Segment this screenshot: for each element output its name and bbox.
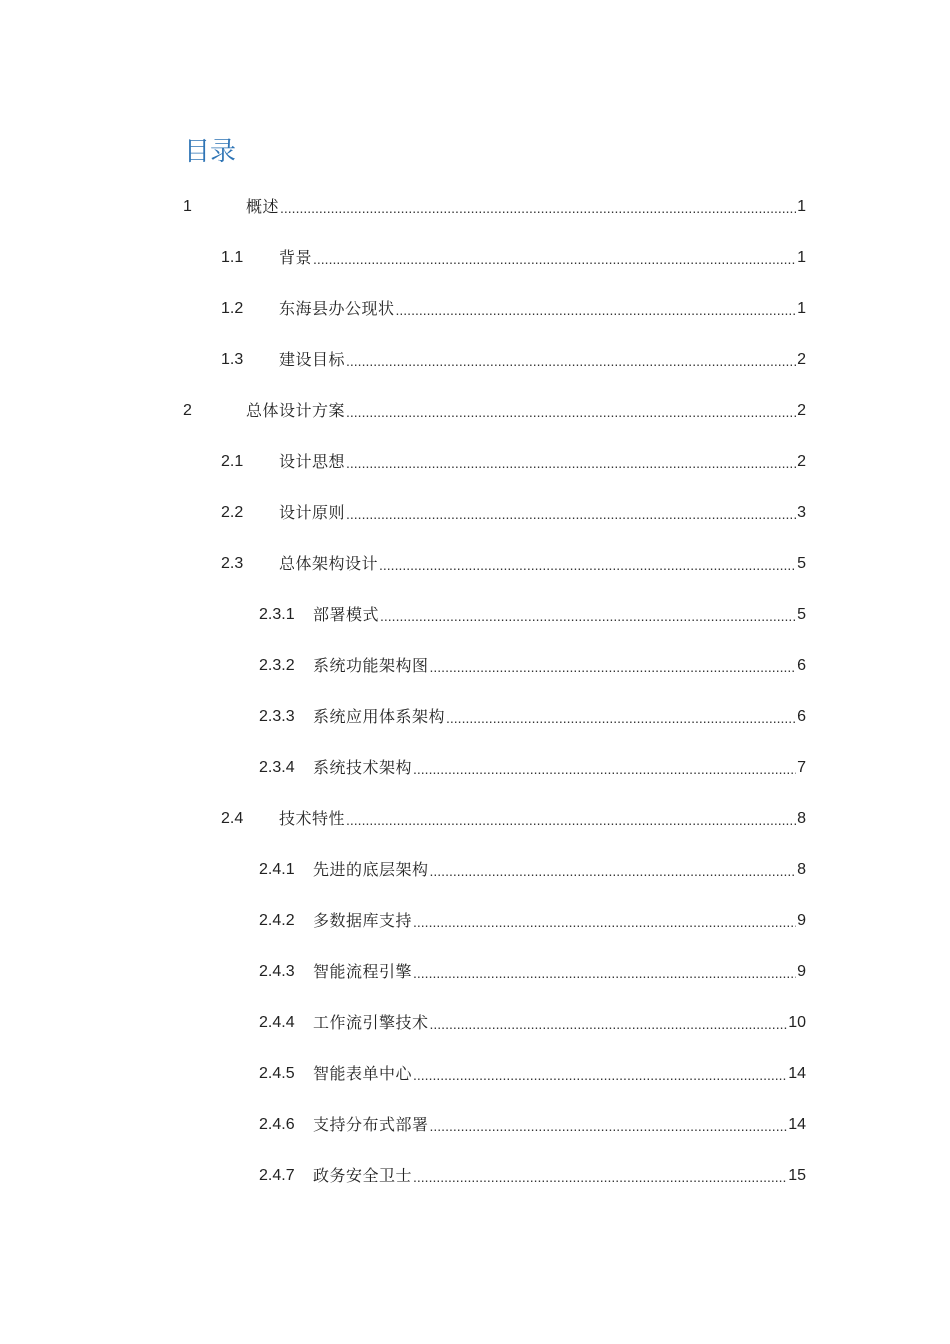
toc-entry-line — [279, 553, 806, 575]
toc-dot-leader — [413, 912, 796, 932]
toc-entry-number: 2.4 — [221, 810, 244, 827]
toc-entry-line — [279, 247, 806, 269]
toc-entry-text: 智能流程引擎 — [313, 962, 413, 981]
toc-entry-line — [313, 1063, 806, 1085]
toc-list — [0, 190, 950, 1210]
toc-entry-line — [313, 604, 806, 626]
toc-entry[interactable] — [0, 343, 950, 394]
toc-entry-text: 技术特性 — [279, 809, 346, 828]
toc-dot-leader — [430, 1014, 788, 1034]
toc-entry-page-number: 14 — [788, 1065, 806, 1082]
toc-entry-line — [313, 1165, 806, 1187]
toc-dot-leader — [430, 657, 797, 677]
toc-entry-line — [313, 706, 806, 728]
toc-entry-page-number: 2 — [797, 402, 806, 419]
toc-dot-leader — [380, 606, 796, 626]
toc-entry-page-number: 1 — [797, 198, 806, 215]
toc-entry-page-number: 1 — [797, 249, 806, 266]
toc-entry-number: 1.1 — [221, 249, 244, 266]
toc-dot-leader — [346, 810, 796, 830]
toc-entry-page-number: 8 — [797, 861, 806, 878]
toc-entry-page-number: 2 — [797, 351, 806, 368]
toc-entry[interactable] — [0, 853, 950, 904]
toc-entry[interactable] — [0, 292, 950, 343]
toc-entry-line — [313, 910, 806, 932]
toc-entry[interactable] — [0, 649, 950, 700]
toc-entry-line — [313, 961, 806, 983]
toc-entry[interactable] — [0, 496, 950, 547]
toc-entry-number: 2 — [183, 402, 192, 419]
toc-entry-number: 2.4.5 — [259, 1065, 295, 1082]
toc-dot-leader — [346, 402, 796, 422]
toc-entry-text: 智能表单中心 — [313, 1064, 413, 1083]
toc-entry-page-number: 8 — [797, 810, 806, 827]
toc-entry-number: 2.1 — [221, 453, 244, 470]
toc-entry[interactable] — [0, 241, 950, 292]
toc-entry-line — [279, 349, 806, 371]
toc-dot-leader — [346, 504, 796, 524]
toc-entry-page-number: 3 — [797, 504, 806, 521]
toc-entry-line — [313, 757, 806, 779]
toc-entry-text: 东海县办公现状 — [279, 299, 395, 318]
toc-entry-text: 系统技术架构 — [313, 758, 413, 777]
toc-entry-text: 背景 — [279, 248, 313, 267]
toc-entry-line — [246, 400, 806, 422]
toc-entry[interactable] — [0, 700, 950, 751]
toc-entry[interactable] — [0, 1159, 950, 1210]
toc-dot-leader — [346, 453, 796, 473]
toc-dot-leader — [413, 1167, 787, 1187]
toc-entry-text: 总体架构设计 — [279, 554, 379, 573]
toc-entry-text: 工作流引擎技术 — [313, 1013, 429, 1032]
toc-entry-page-number: 6 — [797, 657, 806, 674]
toc-entry[interactable] — [0, 802, 950, 853]
toc-entry-number: 2.3.4 — [259, 759, 295, 776]
toc-entry-number: 2.3.3 — [259, 708, 295, 725]
toc-dot-leader — [379, 555, 796, 575]
toc-entry-number: 2.4.4 — [259, 1014, 295, 1031]
toc-entry-text: 总体设计方案 — [246, 401, 346, 420]
toc-entry-text: 支持分布式部署 — [313, 1115, 429, 1134]
toc-entry[interactable] — [0, 190, 950, 241]
toc-entry-page-number: 2 — [797, 453, 806, 470]
toc-entry-line — [313, 655, 806, 677]
toc-entry-text: 多数据库支持 — [313, 911, 413, 930]
toc-entry-page-number: 9 — [797, 963, 806, 980]
toc-entry-number: 2.3.1 — [259, 606, 295, 623]
toc-entry-line — [313, 1012, 806, 1034]
toc-dot-leader — [413, 759, 796, 779]
toc-entry-number: 1 — [183, 198, 192, 215]
toc-entry-line — [279, 451, 806, 473]
toc-dot-leader — [413, 963, 796, 983]
toc-entry-number: 2.4.3 — [259, 963, 295, 980]
toc-entry-text: 设计思想 — [279, 452, 346, 471]
toc-entry[interactable] — [0, 445, 950, 496]
toc-entry-page-number: 14 — [788, 1116, 806, 1133]
toc-dot-leader — [396, 300, 797, 320]
toc-entry-number: 1.3 — [221, 351, 244, 368]
toc-entry[interactable] — [0, 1006, 950, 1057]
toc-entry-page-number: 9 — [797, 912, 806, 929]
toc-entry-line — [313, 1114, 806, 1136]
toc-entry-line — [279, 502, 806, 524]
toc-entry-text: 部署模式 — [313, 605, 380, 624]
toc-entry-text: 系统功能架构图 — [313, 656, 429, 675]
toc-entry-page-number: 5 — [797, 606, 806, 623]
toc-dot-leader — [346, 351, 796, 371]
toc-entry-number: 2.4.1 — [259, 861, 295, 878]
toc-entry-page-number: 10 — [788, 1014, 806, 1031]
toc-dot-leader — [446, 708, 796, 728]
toc-entry-page-number: 6 — [797, 708, 806, 725]
toc-dot-leader — [280, 198, 796, 218]
toc-entry-page-number: 5 — [797, 555, 806, 572]
toc-entry[interactable] — [0, 955, 950, 1006]
toc-dot-leader — [313, 249, 796, 269]
toc-entry-number: 2.3 — [221, 555, 244, 572]
toc-entry-line — [279, 298, 806, 320]
toc-entry-page-number: 15 — [788, 1167, 806, 1184]
toc-entry[interactable] — [0, 1057, 950, 1108]
toc-entry[interactable] — [0, 598, 950, 649]
toc-entry-line — [279, 808, 806, 830]
toc-entry-number: 2.4.2 — [259, 912, 295, 929]
toc-entry-number: 2.4.7 — [259, 1167, 295, 1184]
toc-entry-text: 概述 — [246, 197, 280, 216]
toc-entry[interactable] — [0, 751, 950, 802]
toc-entry-number: 2.4.6 — [259, 1116, 295, 1133]
toc-dot-leader — [430, 861, 797, 881]
toc-entry-number: 2.2 — [221, 504, 244, 521]
toc-entry-line — [246, 196, 806, 218]
toc-entry-text: 政务安全卫士 — [313, 1166, 413, 1185]
toc-entry-text: 先进的底层架构 — [313, 860, 429, 879]
toc-entry[interactable] — [0, 547, 950, 598]
toc-entry[interactable] — [0, 1108, 950, 1159]
toc-entry-number: 2.3.2 — [259, 657, 295, 674]
toc-title: 目录 — [184, 137, 237, 167]
toc-entry[interactable] — [0, 394, 950, 445]
toc-entry[interactable] — [0, 904, 950, 955]
toc-entry-line — [313, 859, 806, 881]
toc-entry-text: 建设目标 — [279, 350, 346, 369]
toc-entry-page-number: 1 — [797, 300, 806, 317]
toc-entry-number: 1.2 — [221, 300, 244, 317]
toc-entry-text: 设计原则 — [279, 503, 346, 522]
toc-dot-leader — [430, 1116, 788, 1136]
toc-entry-text: 系统应用体系架构 — [313, 707, 446, 726]
toc-entry-page-number: 7 — [797, 759, 806, 776]
toc-dot-leader — [413, 1065, 787, 1085]
